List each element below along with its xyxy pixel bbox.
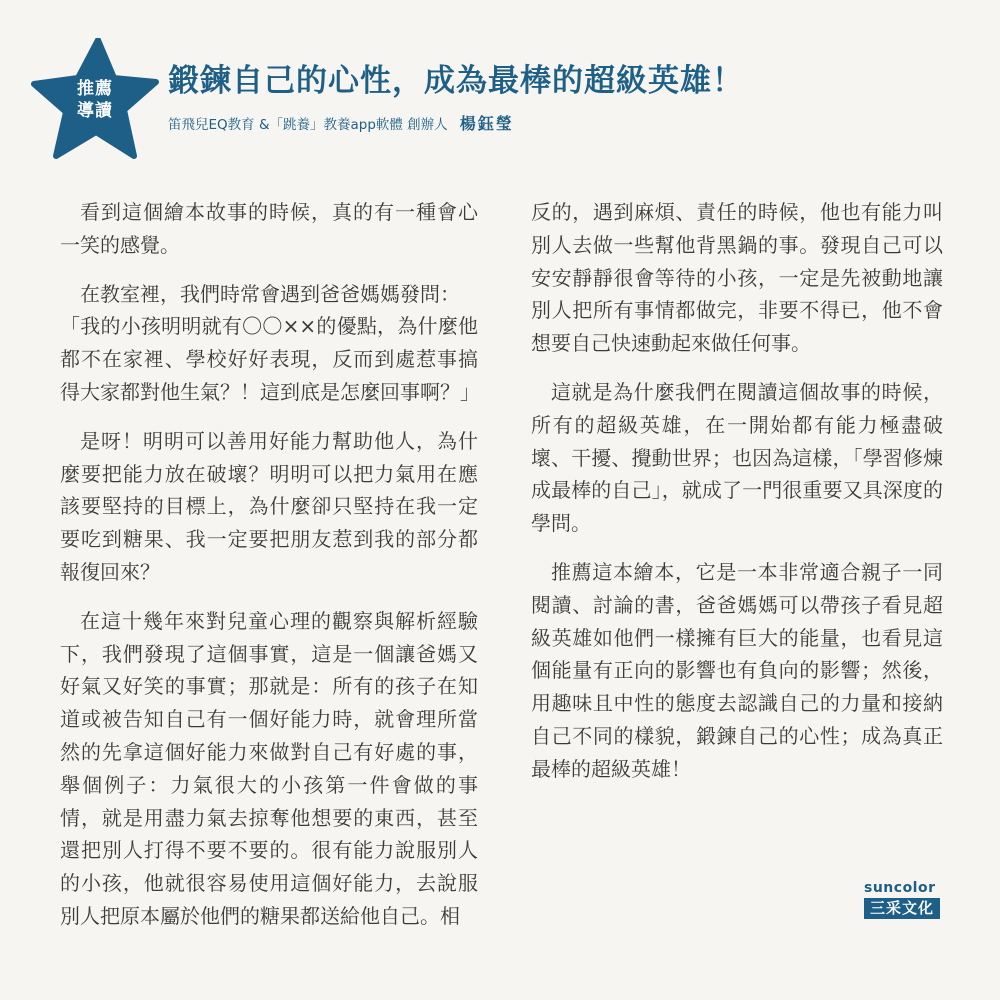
paragraph: 反的，遇到麻煩、責任的時候，他也有能力叫別人去做一些幫他背黑鍋的事。發現自己可以安安靜靜很會等待的小孩，一定是先被動地讓別人把所有事情都做完，非要不得已，他不會想要自己快速動起來做任何事。: [531, 200, 943, 356]
author-affiliation: 笛飛兒EQ教育 &「跳養」教養app軟體 創辦人: [168, 117, 448, 133]
right-column: [531, 196, 943, 802]
page-title: 鍛鍊自己的心性，成為最棒的超級英雄！: [168, 63, 744, 99]
badge-label-line1: 推薦: [77, 79, 113, 99]
paragraph: 「我的小孩明明就有〇〇××的優點，為什麼他都不在家裡、學校好好表現，反而到處惹事搞得大家都對他生氣？！這到底是怎麼回事啊？」: [60, 314, 480, 404]
logo-chinese-name: 三采文化: [864, 898, 940, 919]
left-column: [60, 196, 478, 949]
recommendation-badge: [30, 38, 160, 164]
paragraph: 看到這個繪本故事的時候，真的有一種會心一笑的感覺。: [60, 200, 478, 257]
paragraph: 這就是為什麼我們在閱讀這個故事的時候，所有的超級英雄，在一開始都有能力極盡破壞、干擾、攪動世界；也因為這樣，「學習修煉成最棒的自己」，就成了一門很重要又具深度的學問。: [531, 379, 943, 536]
paragraph: 是呀！明明可以善用好能力幫助他人，為什麼要把能力放在破壞？明明可以把力氣用在應該要堅持的目標上，為什麼卻只堅持在我一定要吃到糖果、我一定要把朋友惹到我的部分都報復回來？: [60, 428, 478, 584]
header: [0, 0, 1000, 160]
paragraph: 在這十幾年來對兒童心理的觀察與解析經驗下，我們發現了這個事實，這是一個讓爸媽又好氣又好笑的事實；那就是：所有的孩子在知道或被告知自己有一個好能力時，就會理所當然的先拿這個好能力來做對自己有好處的事，舉個例子：力氣很大的小孩第一件會做的事情，就是用盡力氣去掠奪他想要的東西，甚至還把別人打得不要不要的。很有能力說服別人的小孩，他就很容易使用這個好能力，去說服別人把原本屬於他們的糖果都送給他自己。相: [60, 608, 478, 928]
publisher-logo: [864, 880, 940, 920]
badge-label: [30, 78, 160, 122]
author-name: 楊鈺瑩: [459, 114, 514, 133]
logo-wordmark: suncolor: [864, 880, 936, 896]
badge-label-line2: 導讀: [77, 101, 113, 121]
paragraph: 在教室裡，我們時常會遇到爸爸媽媽發問：: [80, 281, 460, 306]
paragraph: 推薦這本繪本，它是一本非常適合親子一同閱讀、討論的書，爸爸媽媽可以帶孩子看見超級英雄如他們一樣擁有巨大的能量，也看見這個能量有正向的影響也有負向的影響；然後，用趣味且中性的態度去認識自己的力量和接納自己不同的樣貌，鍛鍊自己的心性；成為真正最棒的超級英雄！: [531, 559, 943, 781]
author-byline: [168, 113, 514, 136]
